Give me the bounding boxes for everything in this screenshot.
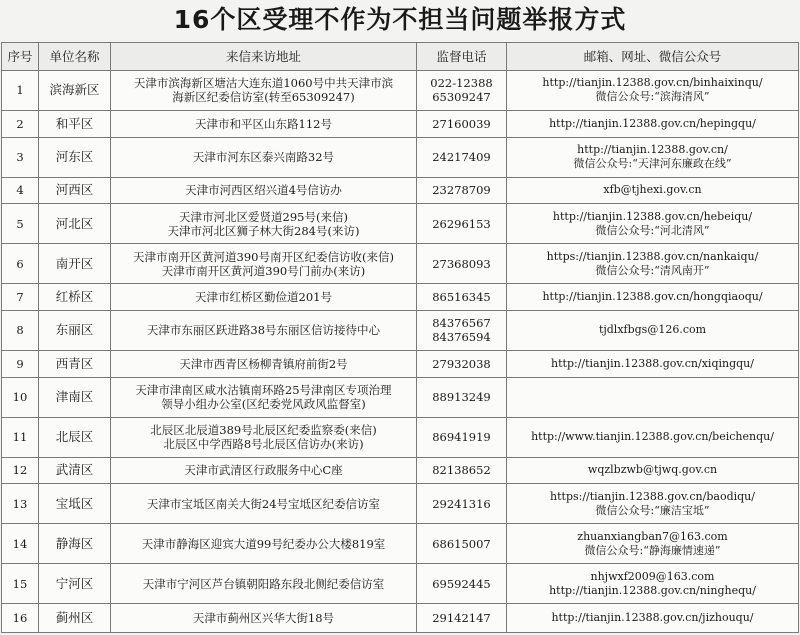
cell-phone — [417, 564, 507, 604]
table-row — [2, 484, 799, 524]
address-line: 天津市蓟州区兴华大街18号 — [192, 611, 335, 626]
cell-address — [111, 244, 417, 284]
cell-address — [111, 71, 417, 111]
address-line: 天津市宁河区芦台镇朝阳路东段北侧纪委信访室 — [142, 576, 385, 591]
phone-line: 88913249 — [432, 390, 491, 405]
cell-unit: 静海区 — [39, 524, 111, 564]
phone-line: 26296153 — [432, 216, 491, 231]
cell-contact — [507, 377, 799, 417]
table-row — [2, 204, 799, 244]
cell-no: 7 — [2, 284, 39, 311]
phone-line: 65309247 — [432, 90, 491, 105]
phone-line: 86516345 — [432, 290, 491, 305]
cell-unit: 河东区 — [39, 137, 111, 177]
address-line: 天津市河北区爱贤道295号(来信) — [179, 209, 348, 224]
phone-line: 29241316 — [432, 496, 491, 511]
table-row — [2, 564, 799, 604]
contact-line: 微信公众号:“清风南开” — [595, 263, 710, 277]
cell-unit: 和平区 — [39, 110, 111, 137]
cell-contact — [507, 484, 799, 524]
cell-address — [111, 177, 417, 204]
phone-line: 82138652 — [432, 463, 491, 478]
contact-line: http://tianjin.12388.gov.cn/hongqiaoqu/ — [542, 290, 763, 304]
cell-unit: 南开区 — [39, 244, 111, 284]
cell-address — [111, 524, 417, 564]
cell-no: 2 — [2, 110, 39, 137]
address-line: 北辰区中学西路8号北辰区信访办(来访) — [163, 437, 364, 452]
header-address: 来信来访地址 — [111, 43, 417, 71]
page-title: 16个区受理不作为不担当问题举报方式 — [0, 0, 800, 42]
table-row — [2, 310, 799, 350]
address-line: 天津市东丽区跃进路38号东丽区信访接待中心 — [146, 323, 381, 338]
table-row — [2, 177, 799, 204]
cell-address — [111, 284, 417, 311]
phone-line: 29142147 — [432, 611, 491, 626]
cell-phone — [417, 350, 507, 377]
cell-phone — [417, 310, 507, 350]
header-unit: 单位名称 — [39, 43, 111, 71]
contact-line: tjdlxfbgs@126.com — [598, 323, 707, 337]
contact-line: 微信公众号:“河北清风” — [595, 223, 710, 237]
address-line: 天津市红桥区勤俭道201号 — [195, 290, 332, 305]
address-line: 天津市西青区杨柳青镇府前街2号 — [179, 356, 348, 371]
contact-line: http://tianjin.12388.gov.cn/ninghequ/ — [549, 583, 756, 597]
cell-no: 13 — [2, 484, 39, 524]
cell-unit: 东丽区 — [39, 310, 111, 350]
contact-line: nhjwxf2009@163.com — [590, 569, 715, 583]
table-row — [2, 377, 799, 417]
cell-phone — [417, 417, 507, 457]
address-line: 天津市滨海新区塘沽大连东道1060号中共天津市滨 — [133, 76, 394, 91]
report-table — [1, 42, 799, 633]
phone-line: 69592445 — [432, 576, 491, 591]
table-row — [2, 284, 799, 311]
contact-line: zhuanxiangban7@163.com — [577, 529, 728, 543]
cell-contact — [507, 417, 799, 457]
phone-line: 27932038 — [432, 356, 491, 371]
contact-line: 微信公众号:“静海廉情速递” — [584, 543, 721, 557]
header-row — [2, 43, 799, 71]
cell-contact — [507, 457, 799, 484]
address-line: 天津市津南区咸水沽镇南环路25号津南区专项治理 — [135, 383, 392, 398]
header-phone: 监督电话 — [417, 43, 507, 71]
table-row — [2, 524, 799, 564]
cell-no: 1 — [2, 71, 39, 111]
address-line: 领导小组办公室(区纪委党风政风监督室) — [161, 397, 366, 412]
contact-line: http://tianjin.12388.gov.cn/binhaixinqu/ — [542, 76, 763, 90]
cell-contact — [507, 564, 799, 604]
cell-no: 4 — [2, 177, 39, 204]
cell-phone — [417, 524, 507, 564]
cell-unit: 河西区 — [39, 177, 111, 204]
cell-address — [111, 417, 417, 457]
contact-line: xfb@tjhexi.gov.cn — [603, 183, 702, 197]
address-line: 天津市南开区黄河道390号南开区纪委信访收(来信) — [133, 249, 394, 264]
table-body — [2, 71, 799, 633]
cell-contact — [507, 71, 799, 111]
table-row — [2, 137, 799, 177]
cell-unit: 宁河区 — [39, 564, 111, 604]
cell-unit: 宝坻区 — [39, 484, 111, 524]
cell-unit: 武清区 — [39, 457, 111, 484]
contact-line: http://tianjin.12388.gov.cn/jizhouqu/ — [551, 611, 754, 625]
cell-phone — [417, 177, 507, 204]
cell-address — [111, 457, 417, 484]
phone-line: 84376567 — [432, 316, 491, 331]
phone-line: 86941919 — [432, 430, 491, 445]
cell-phone — [417, 377, 507, 417]
cell-address — [111, 310, 417, 350]
cell-contact — [507, 244, 799, 284]
contact-line: 微信公众号:“滨海清风” — [595, 90, 710, 104]
phone-line: 84376594 — [432, 330, 491, 345]
phone-line: 27160039 — [432, 116, 491, 131]
cell-phone — [417, 244, 507, 284]
cell-address — [111, 564, 417, 604]
cell-no: 8 — [2, 310, 39, 350]
address-line: 天津市和平区山东路112号 — [195, 116, 332, 131]
cell-phone — [417, 604, 507, 633]
table-row — [2, 604, 799, 633]
cell-unit: 红桥区 — [39, 284, 111, 311]
cell-unit: 河北区 — [39, 204, 111, 244]
cell-address — [111, 484, 417, 524]
cell-address — [111, 604, 417, 633]
cell-contact — [507, 350, 799, 377]
phone-line: 24217409 — [432, 150, 491, 165]
cell-no: 3 — [2, 137, 39, 177]
phone-line: 68615007 — [432, 536, 491, 551]
cell-no: 15 — [2, 564, 39, 604]
cell-contact — [507, 310, 799, 350]
address-line: 天津市宝坻区南关大街24号宝坻区纪委信访室 — [146, 496, 381, 511]
address-line: 天津市河东区泰兴南路32号 — [192, 150, 335, 165]
cell-phone — [417, 284, 507, 311]
address-line: 天津市武清区行政服务中心C座 — [184, 463, 343, 478]
table-row — [2, 350, 799, 377]
cell-unit: 西青区 — [39, 350, 111, 377]
header-contact: 邮箱、网址、微信公众号 — [507, 43, 799, 71]
table-row — [2, 417, 799, 457]
cell-no: 11 — [2, 417, 39, 457]
header-no: 序号 — [2, 43, 39, 71]
cell-unit: 津南区 — [39, 377, 111, 417]
cell-unit: 北辰区 — [39, 417, 111, 457]
cell-contact — [507, 110, 799, 137]
address-line: 天津市河西区绍兴道4号信访办 — [185, 183, 342, 198]
cell-no: 9 — [2, 350, 39, 377]
phone-line: 27368093 — [432, 256, 491, 271]
cell-contact — [507, 137, 799, 177]
cell-address — [111, 137, 417, 177]
cell-no: 14 — [2, 524, 39, 564]
contact-line: 微信公众号:“天津河东廉政在线” — [573, 157, 732, 171]
phone-line: 022-12388 — [430, 76, 493, 91]
cell-phone — [417, 71, 507, 111]
cell-no: 6 — [2, 244, 39, 284]
contact-line: http://www.tianjin.12388.gov.cn/beichenqu/ — [531, 430, 774, 444]
cell-phone — [417, 457, 507, 484]
contact-line: http://tianjin.12388.gov.cn/xiqingqu/ — [551, 356, 754, 370]
cell-phone — [417, 484, 507, 524]
contact-line: https://tianjin.12388.gov.cn/baodiqu/ — [550, 489, 755, 503]
cell-unit: 蓟州区 — [39, 604, 111, 633]
cell-contact — [507, 177, 799, 204]
cell-contact — [507, 204, 799, 244]
cell-contact — [507, 604, 799, 633]
cell-no: 12 — [2, 457, 39, 484]
cell-address — [111, 350, 417, 377]
cell-contact — [507, 284, 799, 311]
table-row — [2, 244, 799, 284]
cell-no: 10 — [2, 377, 39, 417]
address-line: 北辰区北辰道389号北辰区纪委监察委(来信) — [150, 423, 377, 438]
cell-phone — [417, 110, 507, 137]
cell-unit: 滨海新区 — [39, 71, 111, 111]
phone-line: 23278709 — [432, 183, 491, 198]
cell-no: 16 — [2, 604, 39, 633]
address-line: 天津市河北区狮子林大街284号(来访) — [167, 223, 360, 238]
contact-line: 微信公众号:“廉洁宝坻” — [595, 503, 710, 517]
contact-line: http://tianjin.12388.gov.cn/ — [577, 143, 728, 157]
contact-line: http://tianjin.12388.gov.cn/hebeiqu/ — [552, 209, 753, 223]
contact-line: http://tianjin.12388.gov.cn/hepingqu/ — [549, 116, 756, 130]
table-row — [2, 71, 799, 111]
address-line: 天津市南开区黄河道390号门前办(来访) — [161, 263, 366, 278]
table-row — [2, 457, 799, 484]
cell-contact — [507, 524, 799, 564]
contact-line: https://tianjin.12388.gov.cn/nankaiqu/ — [546, 249, 759, 263]
cell-address — [111, 110, 417, 137]
contact-line: wqzlbzwb@tjwq.gov.cn — [587, 463, 718, 477]
address-line: 海新区纪委信访室(转至65309247) — [172, 90, 355, 105]
cell-phone — [417, 137, 507, 177]
cell-phone — [417, 204, 507, 244]
cell-address — [111, 204, 417, 244]
table-row — [2, 110, 799, 137]
cell-no: 5 — [2, 204, 39, 244]
cell-address — [111, 377, 417, 417]
address-line: 天津市静海区迎宾大道99号纪委办公大楼819室 — [141, 536, 386, 551]
